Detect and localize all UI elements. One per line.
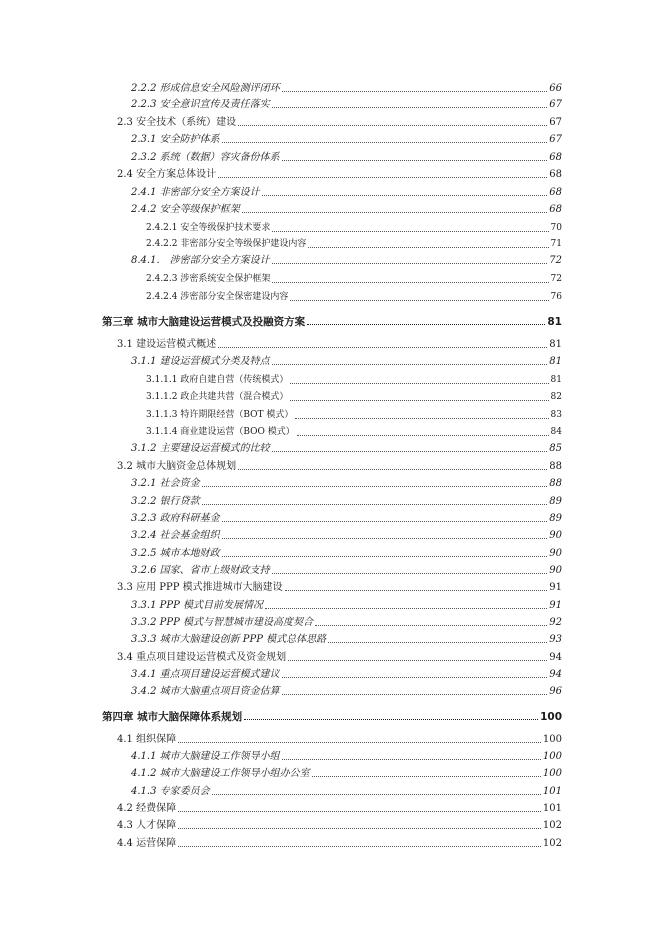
dot-leader — [328, 642, 547, 643]
toc-entry-page-number: 68 — [549, 187, 562, 198]
toc-entry-page-number: 100 — [542, 768, 562, 779]
dot-leader — [282, 677, 548, 678]
toc-entry[interactable] — [131, 353, 562, 369]
toc-entry-title: 第三章 城市大脑建设运营模式及投融资方案 — [102, 316, 306, 328]
toc-entry-page-number: 92 — [549, 617, 562, 628]
toc-entry[interactable] — [131, 562, 562, 578]
toc-entry[interactable] — [146, 371, 562, 387]
toc-entry-page-number: 101 — [542, 803, 562, 814]
toc-entry-page-number: 81 — [549, 339, 562, 350]
toc-entry-page-number: 82 — [550, 392, 562, 402]
dot-leader — [272, 231, 548, 232]
dot-leader — [282, 91, 548, 92]
toc-entry[interactable] — [146, 423, 562, 439]
toc-entry-title: 2.4.2 安全等级保护框架 — [131, 204, 240, 215]
dot-leader — [222, 538, 548, 539]
dot-leader — [282, 694, 548, 695]
toc-entry-page-number: 68 — [549, 152, 562, 163]
toc-entry-page-number: 70 — [550, 223, 562, 233]
toc-entry-title: 3.1.1.4 商业建设运营（BOO 模式） — [146, 427, 295, 437]
dot-leader — [202, 504, 548, 505]
toc-entry-title: 4.1 组织保障 — [117, 734, 177, 745]
toc-entry-title: 3.1.1.2 政企共建共营（混合模式） — [146, 392, 289, 402]
toc-entry-page-number: 89 — [549, 513, 562, 524]
toc-entry-page-number: 100 — [540, 711, 562, 723]
toc-entry-page-number: 68 — [549, 169, 562, 180]
toc-entry-title: 3.3.3 城市大脑建设创新 PPP 模式总体思路 — [131, 634, 327, 645]
toc-entry[interactable] — [131, 184, 562, 200]
toc-chapter-entry[interactable] — [102, 706, 562, 724]
toc-entry-page-number: 101 — [542, 786, 562, 797]
toc-entry-page-number: 91 — [549, 582, 562, 593]
toc-entry[interactable] — [131, 149, 562, 165]
toc-entry[interactable] — [131, 545, 562, 561]
dot-leader — [282, 759, 541, 760]
toc-entry-page-number: 94 — [549, 652, 562, 663]
toc-entry-page-number: 81 — [550, 375, 562, 385]
dot-leader — [178, 811, 541, 812]
toc-entry-title: 2.3 安全技术（系统）建设 — [117, 117, 237, 128]
dot-leader — [178, 742, 541, 743]
toc-entry-page-number: 68 — [549, 204, 562, 215]
dot-leader — [212, 794, 541, 795]
toc-entry[interactable] — [131, 527, 562, 543]
toc-entry-page-number: 90 — [549, 548, 562, 559]
dot-leader — [272, 263, 548, 264]
toc-entry-page-number: 85 — [549, 443, 562, 454]
toc-entry-page-number: 81 — [547, 316, 562, 328]
toc-entry-title: 3.1.1 建设运营模式分类及特点 — [131, 356, 270, 367]
toc-entry[interactable] — [131, 440, 562, 456]
toc-entry-title: 4.2 经费保障 — [117, 803, 177, 814]
dot-leader — [308, 247, 548, 248]
toc-entry-title: 3.1.2 主要建设运营模式的比较 — [131, 443, 270, 454]
toc-entry-page-number: 66 — [549, 83, 562, 94]
toc-entry-page-number: 93 — [549, 634, 562, 645]
toc-entry[interactable] — [131, 614, 562, 630]
toc-entry-page-number: 83 — [550, 410, 562, 420]
dot-leader — [272, 364, 548, 365]
toc-entry[interactable] — [131, 631, 562, 647]
dot-leader — [222, 556, 548, 557]
toc-entry-page-number: 100 — [542, 751, 562, 762]
toc-entry-page-number: 72 — [549, 255, 562, 266]
toc-entry-title: 2.2.3 安全意识宣传及责任落实 — [131, 99, 270, 110]
dot-leader — [285, 590, 548, 591]
toc-entry-page-number: 76 — [550, 292, 562, 302]
toc-entry-title: 4.1.2 城市大脑建设工作领导小组办公室 — [131, 768, 310, 779]
toc-entry-title: 3.2.3 政府科研基金 — [131, 513, 220, 524]
toc-entry-page-number: 90 — [549, 565, 562, 576]
toc-entry-title: 3.2.2 银行贷款 — [131, 496, 200, 507]
toc-entry-title: 3.2.1 社会资金 — [131, 478, 200, 489]
toc-entry-title: 4.4 运营保障 — [117, 838, 177, 849]
dot-leader — [307, 324, 545, 325]
dot-leader — [244, 719, 538, 720]
dot-leader — [202, 486, 548, 487]
toc-entry-page-number: 88 — [549, 461, 562, 472]
toc-entry-title: 8.4.1. 涉密部分安全方案设计 — [131, 255, 270, 266]
dot-leader — [222, 142, 548, 143]
toc-entry-title: 3.3.2 PPP 模式与智慧城市建设高度契合 — [131, 617, 313, 628]
toc-entry[interactable] — [117, 649, 562, 665]
dot-leader — [238, 125, 547, 126]
toc-entry-title: 3.4.2 城市大脑重点项目资金估算 — [131, 686, 280, 697]
toc-entry[interactable] — [117, 114, 562, 130]
toc-entry[interactable] — [131, 96, 562, 112]
toc-entry[interactable] — [131, 131, 562, 147]
dot-leader — [222, 521, 548, 522]
dot-leader — [272, 451, 548, 452]
dot-leader — [272, 573, 548, 574]
dot-leader — [282, 160, 548, 161]
toc-entry[interactable] — [117, 336, 562, 352]
toc-entry[interactable] — [131, 80, 562, 96]
toc-entry-page-number: 96 — [549, 686, 562, 697]
toc-entry-page-number: 90 — [549, 530, 562, 541]
toc-entry[interactable] — [117, 579, 562, 595]
toc-entry[interactable] — [131, 783, 562, 799]
toc-entry-title: 2.4.2.1 安全等级保护技术要求 — [146, 223, 271, 233]
toc-entry-title: 3.1.1.1 政府自建自营（传统模式） — [146, 375, 289, 385]
toc-entry-page-number: 94 — [549, 669, 562, 680]
toc-entry-page-number: 88 — [549, 478, 562, 489]
dot-leader — [262, 195, 548, 196]
toc-entry[interactable] — [146, 235, 562, 251]
dot-leader — [290, 300, 548, 301]
toc-entry-title: 2.4 安全方案总体设计 — [117, 169, 217, 180]
toc-entry[interactable] — [146, 406, 562, 422]
dot-leader — [218, 177, 547, 178]
toc-entry-title: 2.4.2.2 非密部分安全等级保护建设内容 — [146, 239, 307, 249]
toc-entry[interactable] — [131, 201, 562, 217]
toc-entry-title: 3.4.1 重点项目建设运营模式建议 — [131, 669, 280, 680]
toc-entry[interactable] — [131, 493, 562, 509]
toc-entry-page-number: 89 — [549, 496, 562, 507]
toc-entry-title: 2.4.2.4 涉密部分安全保密建设内容 — [146, 292, 289, 302]
dot-leader — [272, 282, 548, 283]
toc-entry-title: 3.2.5 城市本地财政 — [131, 548, 220, 559]
toc-entry[interactable] — [131, 765, 562, 781]
toc-entry-title: 2.3.1 安全防护体系 — [131, 134, 220, 145]
toc-entry[interactable] — [117, 800, 562, 816]
toc-entry-title: 2.2.2 形成信息安全风险测评闭环 — [131, 83, 280, 94]
dot-leader — [315, 625, 547, 626]
dot-leader — [178, 828, 541, 829]
toc-entry-title: 3.3 应用 PPP 模式推进城市大脑建设 — [117, 582, 283, 593]
toc-entry[interactable] — [117, 817, 562, 833]
toc-entry-page-number: 102 — [542, 820, 562, 831]
dot-leader — [242, 212, 548, 213]
toc-entry[interactable] — [117, 731, 562, 747]
dot-leader — [295, 418, 548, 419]
dot-leader — [238, 469, 547, 470]
toc-entry-title: 4.3 人才保障 — [117, 820, 177, 831]
dot-leader — [178, 846, 541, 847]
toc-entry-title: 4.1.1 城市大脑建设工作领导小组 — [131, 751, 280, 762]
dot-leader — [265, 608, 547, 609]
toc-entry[interactable] — [131, 666, 562, 682]
toc-entry[interactable] — [146, 270, 562, 286]
toc-entry[interactable] — [146, 388, 562, 404]
toc-entry[interactable] — [117, 166, 562, 182]
toc-entry[interactable] — [131, 597, 562, 613]
toc-entry[interactable] — [131, 252, 562, 268]
toc-entry-page-number: 67 — [549, 117, 562, 128]
toc-entry-title: 3.1 建设运营模式概述 — [117, 339, 217, 350]
toc-entry-page-number: 100 — [542, 734, 562, 745]
toc-entry[interactable] — [146, 219, 562, 235]
dot-leader — [218, 347, 547, 348]
toc-entry-title: 第四章 城市大脑保障体系规划 — [102, 711, 243, 723]
toc-entry[interactable] — [131, 510, 562, 526]
toc-entry-title: 4.1.3 专家委员会 — [131, 786, 210, 797]
toc-entry-title: 3.3.1 PPP 模式目前发展情况 — [131, 600, 263, 611]
toc-entry-title: 3.2 城市大脑资金总体规划 — [117, 461, 237, 472]
toc-entry[interactable] — [131, 475, 562, 491]
toc-entry-page-number: 71 — [550, 239, 562, 249]
toc-entry[interactable] — [131, 748, 562, 764]
toc-entry-page-number: 91 — [549, 600, 562, 611]
toc-entry-title: 3.1.1.3 特许期限经营（BOT 模式） — [146, 410, 294, 420]
toc-entry-title: 2.4.2.3 涉密系统安全保护框架 — [146, 274, 271, 284]
dot-leader — [272, 107, 548, 108]
toc-entry-title: 2.4.1 非密部分安全方案设计 — [131, 187, 260, 198]
toc-entry-page-number: 102 — [542, 838, 562, 849]
dot-leader — [297, 435, 549, 436]
toc-entry-page-number: 84 — [550, 427, 562, 437]
toc-entry-page-number: 67 — [549, 99, 562, 110]
toc-entry-page-number: 81 — [549, 356, 562, 367]
toc-entry[interactable] — [146, 288, 562, 304]
dot-leader — [290, 400, 548, 401]
toc-entry[interactable] — [131, 683, 562, 699]
toc-entry[interactable] — [117, 835, 562, 851]
dot-leader — [290, 383, 548, 384]
toc-entry-title: 2.3.2 系统（数据）容灾备份体系 — [131, 152, 280, 163]
toc-entry[interactable] — [117, 458, 562, 474]
toc-entry-page-number: 72 — [550, 274, 562, 284]
toc-entry-title: 3.2.4 社会基金组织 — [131, 530, 220, 541]
toc-entry-page-number: 67 — [549, 134, 562, 145]
toc-entry-title: 3.4 重点项目建设运营模式及资金规划 — [117, 652, 287, 663]
toc-chapter-entry[interactable] — [102, 311, 562, 329]
dot-leader — [288, 660, 547, 661]
toc-entry-title: 3.2.6 国家、省市上级财政支持 — [131, 565, 270, 576]
dot-leader — [312, 776, 541, 777]
